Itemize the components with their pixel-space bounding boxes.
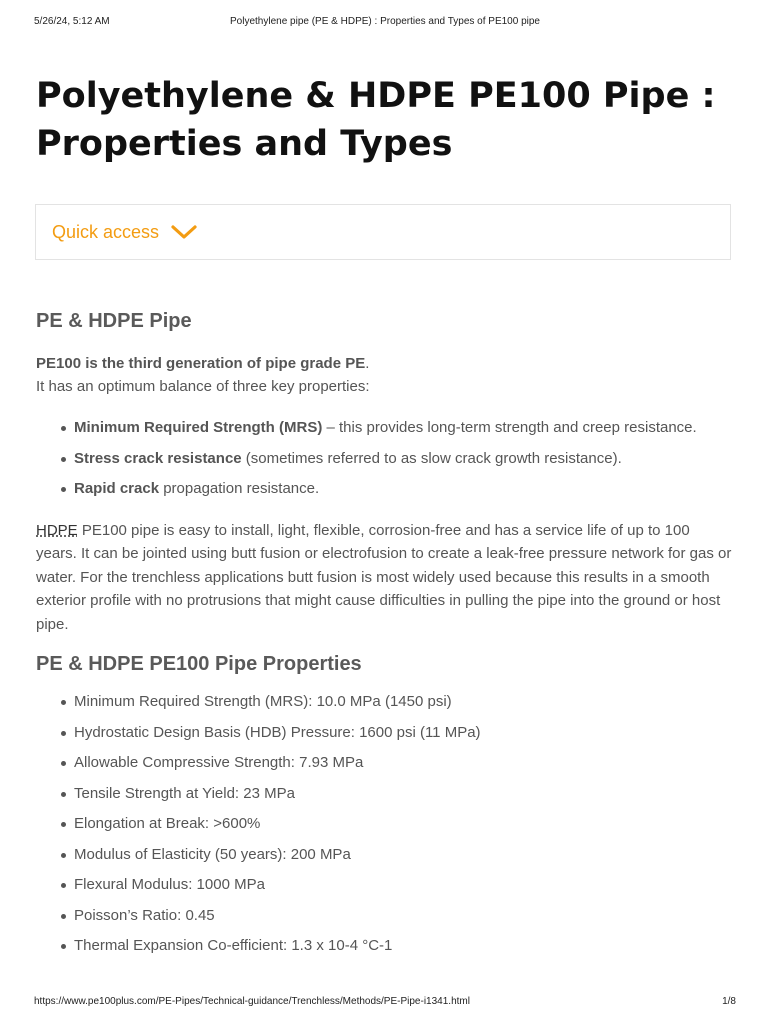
list-item: Thermal Expansion Co-efficient: 1.3 x 10-4 °C-1 <box>74 936 744 967</box>
key-properties-list <box>74 418 744 510</box>
intro-bold: PE100 is the third generation of pipe grade PE <box>36 355 366 372</box>
pipe-properties-list <box>74 692 744 967</box>
list-item <box>74 418 744 449</box>
page-title: Polyethylene & HDPE PE100 Pipe : Properties and Types <box>36 76 716 164</box>
list-item-text: – this provides long-term strength and creep resistance. <box>322 419 697 436</box>
description-paragraph <box>36 519 732 636</box>
section-heading-pipe-properties: PE & HDPE PE100 Pipe Properties <box>36 653 362 675</box>
paragraph-text: PE100 pipe is easy to install, light, flexible, corrosion-free and has a service life of up to 100 years. It can be jointed using butt fusion or electrofusion to create a leak-free pressure network for gas or water. For the trenchless applications butt fusion is most widely used because this results in a smooth exterior profile with no protrusions that might cause difficulties in pulling the pipe into the ground or host pipe. <box>36 522 732 633</box>
list-item: Allowable Compressive Strength: 7.93 MPa <box>74 753 744 784</box>
chevron-down-icon <box>171 224 197 240</box>
print-document-title: Polyethylene pipe (PE & HDPE) : Properties and Types of PE100 pipe <box>230 16 540 27</box>
section-heading-pe-hdpe-pipe: PE & HDPE Pipe <box>36 310 192 332</box>
list-item: Tensile Strength at Yield: 23 MPa <box>74 784 744 815</box>
list-item-text: (sometimes referred to as slow crack growth resistance). <box>241 449 622 467</box>
list-item-bold: Rapid crack <box>74 480 160 497</box>
list-item <box>74 479 744 510</box>
page-number: 1/8 <box>722 996 736 1007</box>
list-item: Modulus of Elasticity (50 years): 200 MPa <box>74 845 744 876</box>
print-header <box>34 16 736 30</box>
list-item: Elongation at Break: >600% <box>74 814 744 845</box>
list-item-bold: Stress crack resistance <box>74 449 242 467</box>
list-item: Hydrostatic Design Basis (HDB) Pressure: 1600 psi (11 MPa) <box>74 723 744 754</box>
list-item: Poisson’s Ratio: 0.45 <box>74 906 744 937</box>
list-item <box>74 449 744 480</box>
print-url: https://www.pe100plus.com/PE-Pipes/Technical-guidance/Trenchless/Methods/PE-Pipe-i1341.html <box>34 996 470 1007</box>
list-item: Minimum Required Strength (MRS): 10.0 MPa (1450 psi) <box>74 692 744 723</box>
quick-access-toggle[interactable] <box>35 204 731 260</box>
print-footer <box>34 996 736 1010</box>
intro-bold-end: . <box>365 355 370 372</box>
list-item-bold: Minimum Required Strength (MRS) <box>74 419 323 436</box>
list-item: Flexural Modulus: 1000 MPa <box>74 875 744 906</box>
intro-text <box>36 352 736 398</box>
quick-access-label: Quick access <box>52 221 160 242</box>
list-item-text: propagation resistance. <box>159 480 320 497</box>
print-date: 5/26/24, 5:12 AM <box>34 16 110 27</box>
intro-line-2: It has an optimum balance of three key properties: <box>36 378 370 395</box>
hdpe-link[interactable]: HDPE <box>36 522 78 539</box>
